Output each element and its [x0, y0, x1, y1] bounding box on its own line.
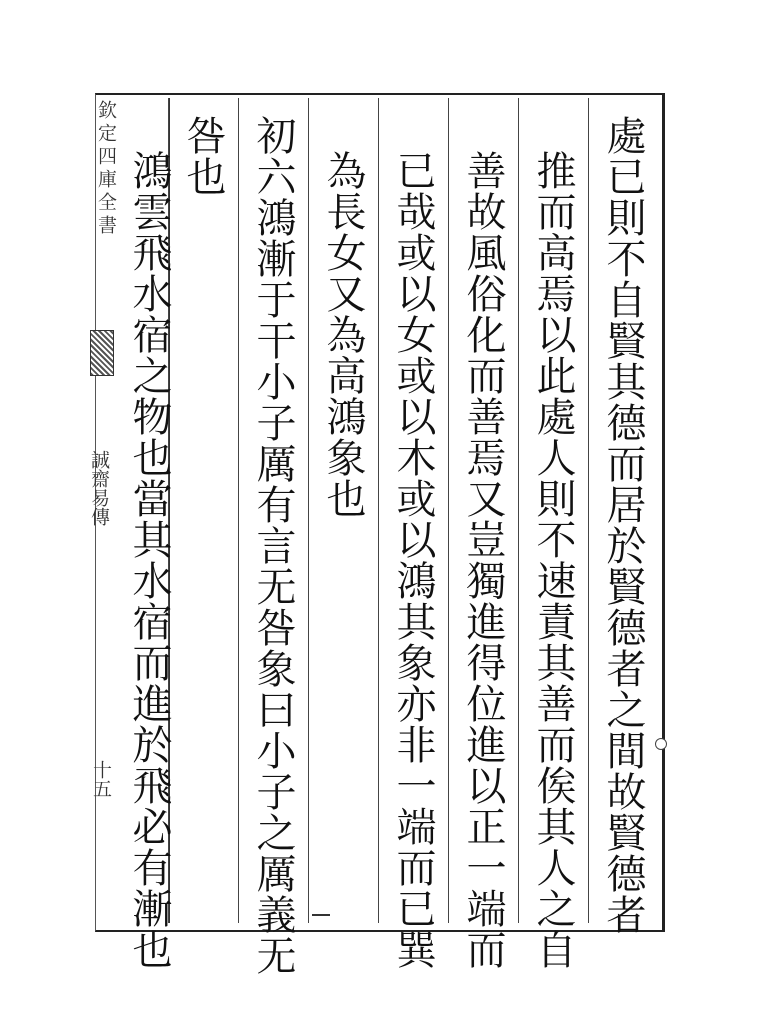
column-rule [308, 98, 309, 923]
text-column-1: 處已則不自賢其德而居於賢德者之間故賢德者 [600, 115, 646, 935]
text-column-3: 善故風俗化而善焉又豈獨進得位進以正一端而 [460, 150, 506, 970]
text-column-2: 推而高焉以此處人則不速責其善而俟其人之自 [530, 150, 576, 970]
margin-page-number: 十五 [90, 760, 112, 798]
text-column-4: 已哉或以女或以木或以鴻其象亦非一端而已巽 [390, 150, 436, 970]
text-column-8: 鴻雲飛水宿之物也當其水宿而進於飛必有漸也 [126, 150, 172, 970]
margin-header: 欽定四庫全書 [95, 100, 117, 238]
edge-mark [655, 738, 667, 750]
margin-book-title: 誠齋易傳 [88, 450, 110, 526]
text-column-5: 為長女又為高鴻象也 [320, 150, 366, 519]
column-rule [518, 98, 519, 923]
column-rule [378, 98, 379, 923]
bottom-tick [312, 914, 330, 916]
text-column-6: 初六鴻漸于干小子厲有言无咎象曰小子之厲義无 [250, 115, 296, 976]
margin-emblem [90, 330, 114, 376]
column-rule [588, 98, 589, 923]
column-rule [448, 98, 449, 923]
text-column-7: 咎也 [180, 115, 226, 197]
column-rule [238, 98, 239, 923]
